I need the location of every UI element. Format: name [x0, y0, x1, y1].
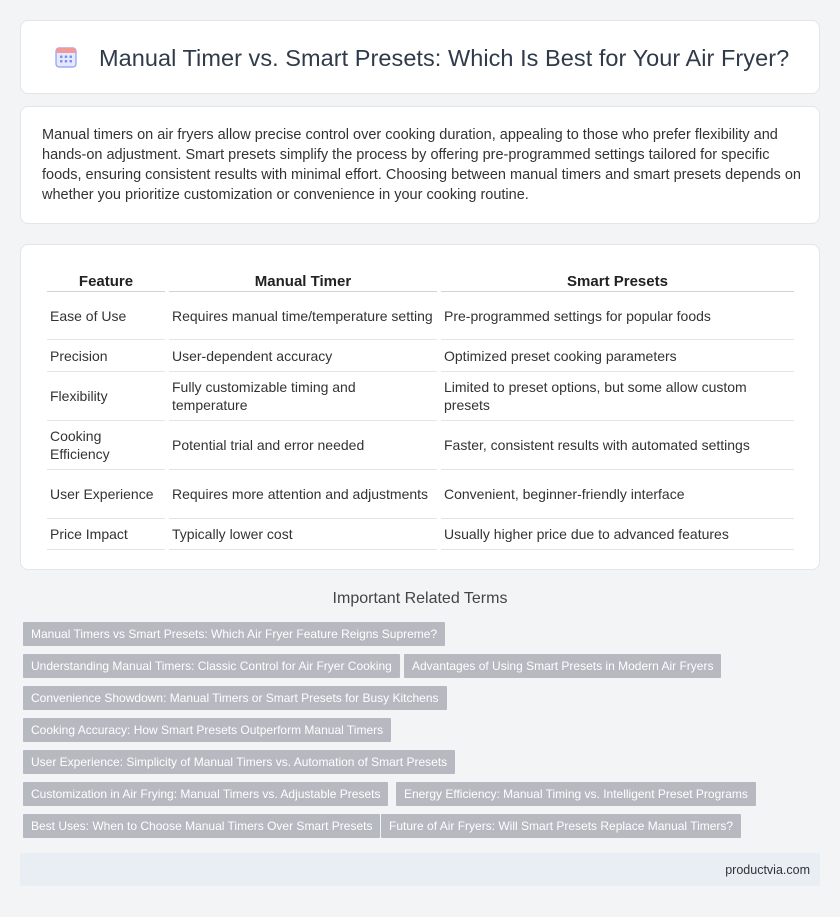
footer-site-link[interactable]: productvia.com [725, 863, 810, 877]
header-feature: Feature [47, 267, 165, 292]
comparison-table [43, 267, 798, 550]
related-term-link[interactable]: Best Uses: When to Choose Manual Timers Over Smart Presets [23, 814, 380, 838]
table-header-row [47, 267, 794, 292]
title-card [20, 20, 820, 94]
table-row [47, 519, 794, 550]
intro-paragraph: Manual timers on air fryers allow precise control over cooking duration, appealing to those who prefer flexibility and hands-on adjustment. Smart presets simplify the process by offering pre-programmed settings tailored for specific foods, ensuring consistent results with minimal effort. Choosing between manual timers and smart presets depends on whether you prioritize customization or convenience in your cooking routine. [42, 127, 801, 203]
table-cell-manual: Typically lower cost [169, 519, 437, 550]
calendar-icon [54, 45, 78, 69]
related-term-link[interactable]: Understanding Manual Timers: Classic Control for Air Fryer Cooking [23, 654, 400, 678]
footer [20, 853, 820, 886]
table-cell-smart: Limited to preset options, but some allow custom presets [441, 372, 794, 421]
comparison-table-card [20, 244, 820, 570]
table-cell-feature: Flexibility [47, 372, 165, 421]
table-row [47, 470, 794, 519]
related-term-link[interactable]: User Experience: Simplicity of Manual Timers vs. Automation of Smart Presets [23, 750, 455, 774]
table-cell-feature: User Experience [47, 470, 165, 519]
header-smart-presets: Smart Presets [441, 267, 794, 292]
table-cell-feature: Precision [47, 340, 165, 372]
table-row [47, 372, 794, 421]
table-row [47, 292, 794, 340]
table-cell-manual: Requires more attention and adjustments [169, 470, 437, 519]
table-cell-smart: Convenient, beginner-friendly interface [441, 470, 794, 519]
table-row [47, 421, 794, 470]
related-term-link[interactable]: Manual Timers vs Smart Presets: Which Air Fryer Feature Reigns Supreme? [23, 622, 445, 646]
related-term-link[interactable]: Future of Air Fryers: Will Smart Presets Replace Manual Timers? [381, 814, 741, 838]
related-term-link[interactable]: Convenience Showdown: Manual Timers or Smart Presets for Busy Kitchens [23, 686, 447, 710]
table-cell-smart: Usually higher price due to advanced features [441, 519, 794, 550]
header-manual-timer: Manual Timer [169, 267, 437, 292]
related-term-link[interactable]: Customization in Air Frying: Manual Timers vs. Adjustable Presets [23, 782, 388, 806]
related-terms-heading: Important Related Terms [332, 590, 508, 607]
table-cell-feature: Ease of Use [47, 292, 165, 340]
related-term-link[interactable]: Energy Efficiency: Manual Timing vs. Intelligent Preset Programs [396, 782, 756, 806]
page-title: Manual Timer vs. Smart Presets: Which Is Best for Your Air Fryer? [99, 45, 790, 71]
table-cell-manual: User-dependent accuracy [169, 340, 437, 372]
table-cell-smart: Faster, consistent results with automated settings [441, 421, 794, 470]
table-cell-manual: Requires manual time/temperature setting [169, 292, 437, 340]
table-cell-feature: Cooking Efficiency [47, 421, 165, 470]
related-term-link[interactable]: Advantages of Using Smart Presets in Modern Air Fryers [404, 654, 721, 678]
table-row [47, 340, 794, 372]
intro-card [20, 106, 820, 224]
table-cell-smart: Pre-programmed settings for popular foods [441, 292, 794, 340]
table-cell-manual: Potential trial and error needed [169, 421, 437, 470]
related-term-link[interactable]: Cooking Accuracy: How Smart Presets Outperform Manual Timers [23, 718, 391, 742]
table-cell-feature: Price Impact [47, 519, 165, 550]
table-cell-manual: Fully customizable timing and temperature [169, 372, 437, 421]
table-cell-smart: Optimized preset cooking parameters [441, 340, 794, 372]
